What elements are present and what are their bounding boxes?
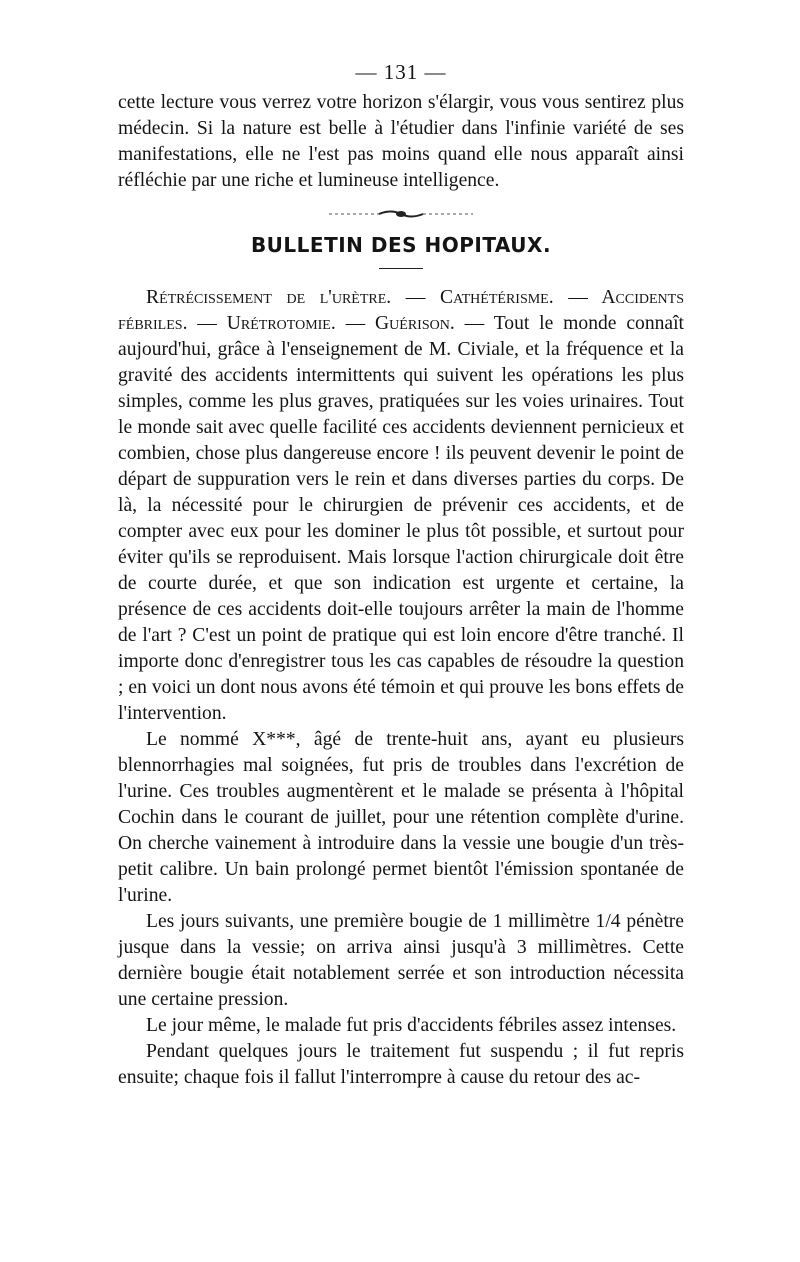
book-page — [118, 58, 684, 1091]
article-paragraph-4: Le jour même, le malade fut pris d'accidents fébriles assez intenses. — [146, 1015, 677, 1036]
article-paragraph-1: Tout le monde connaît aujourd'hui, grâce à l'enseignement de M. Civiale, et la fréquence et la gravité des accidents intermittents qui suivent les opérations les plus simples, comme les plus graves, pratiquées sur les voies urinaires. Tout le monde sait avec quelle facilité ces accidents deviennent pernicieux et combien, chose plus dangereuse encore ! ils peuvent devenir le point de départ de suppuration vers le rein et dans diverses parties du corps. De là, la nécessité pour le chirurgien de prévenir ces accidents, et de compter avec eux pour les dominer le plus tôt possible, et surtout pour éviter qu'ils se reproduisent. Mais lorsque l'action chirurgicale doit être de courte durée, et que son indication est urgente et certaine, la présence de ces accidents doit-elle toujours arrêter la main de l'homme de l'art ? C'est un point de pratique qui est loin encore d'être tranché. Il importe donc d'enregistrer tous les cas capables de résoudre la question ; en voici un dont nous avons été témoin et qui prouve les bons effets de l'intervention. — [118, 313, 684, 724]
ornament-divider — [321, 208, 481, 220]
title-rule — [379, 268, 423, 269]
section-title: BULLETIN DES HOPITAUX. — [250, 233, 552, 257]
page-number: — 131 — — [355, 60, 447, 84]
article-first-paragraph — [118, 285, 684, 727]
article-paragraph-2: Le nommé X***, âgé de trente-huit ans, ayant eu plusieurs blennorrhagies mal soignées, fut pris de troubles dans l'excrétion de l'urine. Ces troubles augmentèrent et le malade se présenta à l'hôpital Cochin dans le courant de juillet, pour une rétention complète d'urine. On cherche vainement à introduire dans la vessie une bougie d'un très-petit calibre. Un bain prolongé permet bientôt l'émission spontanée de l'urine. — [118, 729, 684, 906]
intro-paragraph: cette lecture vous verrez votre horizon s'élargir, vous vous sentirez plus médecin. Si la nature est belle à l'étudier dans l'infinie variété de ses manifestations, elle ne l'est pas moins quand elle nous apparaît ainsi réfléchie par une riche et lumineuse intelligence. — [118, 92, 684, 191]
article-heading: Rétrécissement de l'urètre. — Cathétérisme. — Accidents fébriles. — Urétrotomie. — Guérison. — — [118, 287, 684, 334]
article-paragraph-3: Les jours suivants, une première bougie de 1 millimètre 1/4 pénètre jusque dans la vessie; on arriva ainsi jusqu'à 3 millimètres. Cette dernière bougie était notablement serrée et son introduction nécessita une certaine pression. — [118, 911, 684, 1010]
article-paragraph-5: Pendant quelques jours le traitement fut suspendu ; il fut repris ensuite; chaque fois il fallut l'interrompre à cause du retour des ac- — [118, 1041, 684, 1088]
